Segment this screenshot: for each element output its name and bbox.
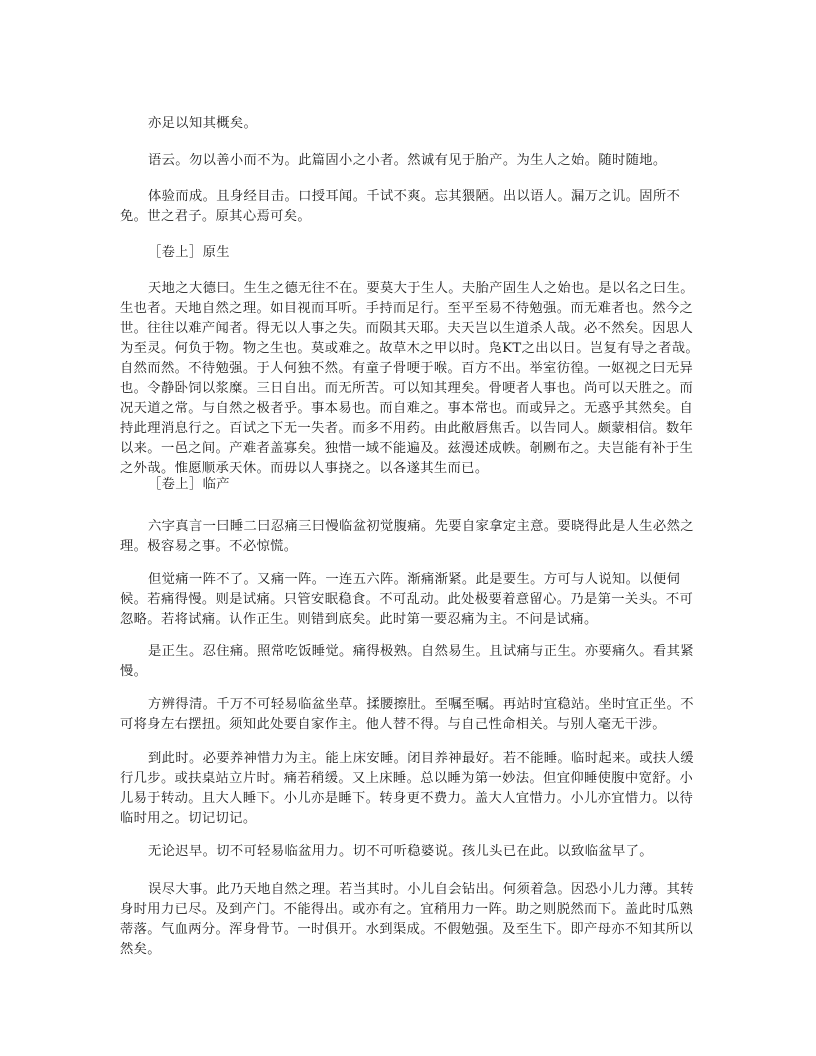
paragraph-saying: 语云。勿以善小而不为。此篇固小之小者。然诚有见于胎产。为生人之始。随时随地。 xyxy=(148,153,667,168)
paragraph-intro-end: 亦足以知其概矣。 xyxy=(148,116,258,131)
paragraph-experience: 体验而成。且身经目击。口授耳闻。千试不爽。忘其猥陋。出以语人。漏万之讥。固所不免。世之君子。原其心焉可矣。 xyxy=(120,189,681,224)
paragraph-distinguish: 方辨得清。千万不可轻易临盆坐草。揉腰擦肚。至嘱至嘱。再站时宜稳站。坐时宜正坐。不可将身左右摆扭。须知此处要自家作主。他人替不得。与自己性命相关。与别人毫无干涉。 xyxy=(120,697,694,732)
section-heading-origin: ［卷上］原生 xyxy=(148,245,230,260)
paragraph-origin-of-birth: 天地之大德曰。生生之德无往不在。要莫大于生人。夫胎产固生人之始也。是以名之曰生。生也者。天地自然之理。如目视而耳听。手持而足行。至平至易不待勉强。而无难者也。然今之世。往往以难产闻者。得无以人事之失。而陨其天耶。夫天岂以生道杀人哉。必不然矣。因思人为至灵。何负于物。物之生也。莫或难之。故草木之甲以时。凫KT之出以日。岂复有导之者哉。自然而然。不待勉强。于人何独不然。有童子骨哽于喉。百方不出。举室彷徨。一妪视之曰无异也。令静卧饲以浆糜。三日自出。而无所苦。可以知其理矣。骨哽者人事也。尚可以天胜之。而况天道之常。与自然之极者乎。事本易也。而自难之。事本常也。而或异之。无惑乎其然矣。自持此理消息行之。百试之下无一失者。而多不用药。由此敝唇焦舌。以告同人。颇蒙相信。数年以来。一邑之间。产难者盖寡矣。独惜一域不能遍及。兹漫述成帙。剞劂布之。夫岂能有补于生之外哉。惟愿顺承天休。而毋以人事挠之。以各遂其生而已。 xyxy=(120,281,700,476)
section-heading-labor: ［卷上］临产 xyxy=(148,477,230,492)
paragraph-pain-stages: 但觉痛一阵不了。又痛一阵。一连五六阵。渐痛渐紧。此是要生。方可与人说知。以便伺候。若痛得慢。则是试痛。只管安眠稳食。不可乱动。此处极要着意留心。乃是第一关头。不可忽略。若将试痛。认作正生。则错到底矣。此时第一要忍痛为主。不问是试痛。 xyxy=(120,572,694,627)
paragraph-no-early-push: 无论迟早。切不可轻易临盆用力。切不可听稳婆说。孩儿头已在此。以致临盆早了。 xyxy=(148,844,653,859)
paragraph-true-birth: 是正生。忍住痛。照常吃饭睡觉。痛得极熟。自然易生。且试痛与正生。亦要痛久。看其紧慢。 xyxy=(120,644,694,679)
paragraph-natural-order: 误尽大事。此乃天地自然之理。若当其时。小儿自会钻出。何须着急。因恐小儿力薄。其转身时用力已尽。及到产门。不能得出。或亦有之。宜稍用力一阵。助之则脱然而下。盖此时瓜熟蒂落。气血两分。浑身骨节。一时俱开。水到渠成。不假勉强。及至生下。即产母亦不知其所以然矣。 xyxy=(120,882,694,957)
paragraph-six-words: 六字真言一曰睡二曰忍痛三曰慢临盆初觉腹痛。先要自家拿定主意。要晓得此是人生必然之理。极容易之事。不必惊慌。 xyxy=(120,519,694,554)
paragraph-rest: 到此时。必要养神惜力为主。能上床安睡。闭目养神最好。若不能睡。临时起来。或扶人缓行几步。或扶桌站立片时。痛若稍缓。又上床睡。总以睡为第一妙法。但宜仰睡使腹中宽舒。小儿易于转动。且大人睡下。小儿亦是睡下。转身更不费力。盖大人宜惜力。小儿亦宜惜力。以待临时用之。切记切记。 xyxy=(120,751,694,826)
